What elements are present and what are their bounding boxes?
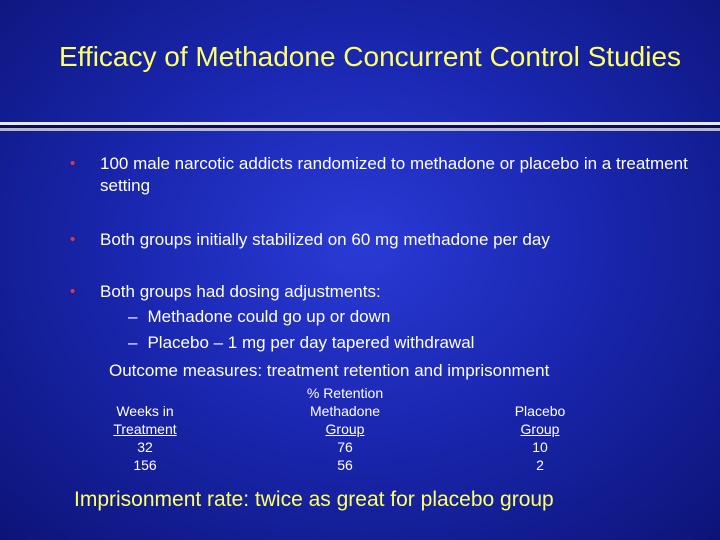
column-header-line: Methadone	[309, 403, 381, 419]
column-header-line: Placebo	[514, 403, 566, 419]
table-cell: 10	[532, 439, 548, 455]
sub-bullet-text: Placebo – 1 mg per day tapered withdrawal	[147, 333, 475, 352]
table-column-weeks	[100, 402, 190, 474]
column-header-line: Group	[325, 421, 365, 437]
sub-bullet-text: Methadone could go up or down	[147, 307, 391, 326]
table-cell: 32	[137, 439, 153, 455]
column-header-line: Group	[520, 421, 560, 437]
dash-icon: –	[128, 333, 138, 352]
outcome-line: Outcome measures: treatment retention and imprisonment	[109, 361, 550, 380]
table-cell: 56	[337, 457, 353, 473]
bullet-icon: •	[70, 283, 76, 300]
column-header-line: Weeks in	[116, 403, 174, 419]
bullet-item	[70, 153, 690, 197]
bullet-text: 100 male narcotic addicts randomized to methadone or placebo in a treatment setting	[100, 154, 688, 195]
bullet-text: Both groups initially stabilized on 60 mg methadone per day	[100, 230, 550, 249]
bullet-item	[70, 229, 690, 251]
table-column-methadone	[290, 384, 400, 474]
dash-icon: –	[128, 307, 138, 326]
table-cell: 2	[536, 457, 544, 473]
column-header-line: Treatment	[113, 421, 177, 437]
sub-bullet-item	[128, 306, 390, 328]
sub-bullet-item	[128, 332, 474, 354]
bullet-icon: •	[70, 231, 76, 248]
table-cell: 76	[337, 439, 353, 455]
bullet-text: Both groups had dosing adjustments:	[100, 282, 381, 301]
footer-statement: Imprisonment rate: twice as great for placebo group	[74, 488, 554, 511]
column-header-line: % Retention	[306, 385, 384, 401]
bullet-icon: •	[70, 155, 76, 172]
table-column-placebo	[495, 402, 585, 474]
table-cell: 156	[133, 457, 157, 473]
bullet-item	[70, 281, 690, 303]
divider-rule-lower	[0, 128, 720, 131]
slide-title: Efficacy of Methadone Concurrent Control Studies	[58, 41, 682, 72]
